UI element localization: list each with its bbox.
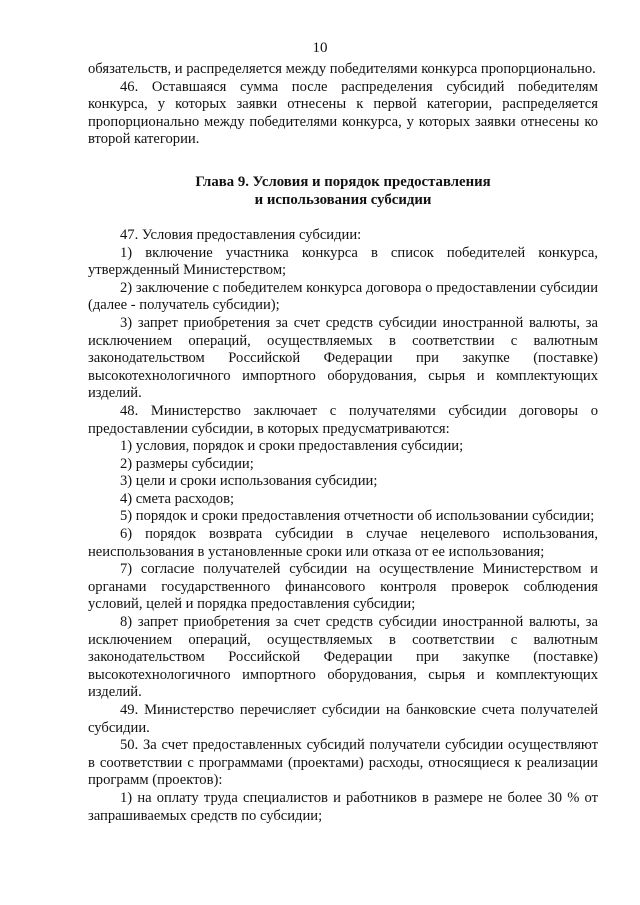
paragraph-48-item-5: 5) порядок и сроки предоставления отчетности об использовании субсидии; (120, 508, 595, 525)
paragraph-48-item-6: 6) порядок возврата субсидии в случае нецелевого использования, неиспользования в установленные сроки или отказа от ее использования; (88, 526, 598, 560)
paragraph-47-item-1: 1) включение участника конкурса в список победителей конкурса, утвержденный Министерством; (88, 244, 598, 279)
paragraph-47-item-2: 2) заключение с победителем конкурса договора о предоставлении субсидии (далее - получатель субсидии); (88, 279, 598, 314)
paragraph-47-item-3: 3) запрет приобретения за счет средств субсидии иностранной валюты, за исключением операций, осуществляемых в соответствии с валютным законодательством Российской Федерации при закупке (поставке) высокотехнологичного импортного оборудования, сырья и комплектующих изделий. (88, 314, 598, 402)
paragraph-47: 47. Условия предоставления субсидии: (120, 226, 362, 243)
paragraph-48-item-7: 7) согласие получателей субсидии на осуществление Министерством и органами государственного финансового контроля проверок соблюдения условий, целей и порядка предоставления субсидии; (88, 561, 598, 613)
chapter-heading (88, 173, 598, 209)
paragraph-48: 48. Министерство заключает с получателями субсидии договоры о предоставлении субсидии, в которых предусматриваются: (88, 402, 598, 437)
paragraph-48-item-8: 8) запрет приобретения за счет средств субсидии иностранной валюты, за исключением операций, осуществляемых в соответствии с валютным законодательством Российской Федерации при закупке (поставке) высокотехнологичного импортного оборудования, сырья и комплектующих изделий. (88, 614, 598, 701)
paragraph-50: 50. За счет предоставленных субсидий получатели субсидии осуществляют в соответствии с программами (проектами) расходы, относящиеся к реализации программ (проектов): (88, 737, 598, 789)
paragraph-48-item-4: 4) смета расходов; (120, 490, 235, 507)
chapter-heading-line-1: Глава 9. Условия и порядок предоставления (195, 173, 491, 190)
chapter-heading-line-2: и использования субсидии (254, 191, 432, 208)
paragraph-50-item-1: 1) на оплату труда специалистов и работников в размере не более 30 % от запрашиваемых средств по субсидии; (88, 789, 598, 824)
page-number: 10 (312, 40, 328, 56)
document-body (88, 61, 598, 825)
paragraph-49: 49. Министерство перечисляет субсидии на банковские счета получателей субсидии. (88, 702, 598, 736)
paragraph-continuation: обязательств, и распределяется между победителями конкурса пропорционально. (88, 61, 596, 77)
paragraph-48-item-2: 2) размеры субсидии; (120, 455, 254, 472)
paragraph-46: 46. Оставшаяся сумма после распределения субсидий победителям конкурса, у которых заявки отнесены к первой категории, распределяется пропорционально между победителями конкурса, у которых заявки отнесены ко второй категории. (88, 78, 598, 148)
paragraph-48-item-3: 3) цели и сроки использования субсидии; (120, 473, 378, 490)
paragraph-48-item-1: 1) условия, порядок и сроки предоставления субсидии; (120, 438, 464, 455)
